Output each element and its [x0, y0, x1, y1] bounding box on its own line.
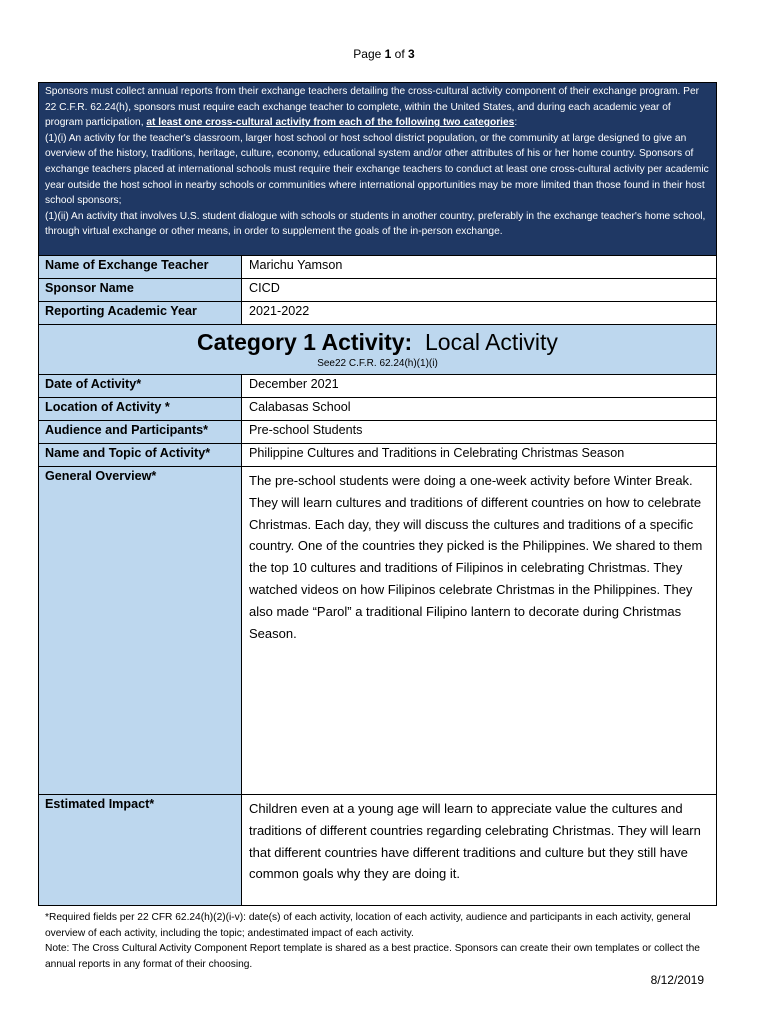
- date-value: December 2021: [249, 377, 339, 391]
- row-sponsor-name: Sponsor Name CICD: [39, 279, 716, 302]
- row-impact: Estimated Impact* Children even at a young age will learn to appreciate value the cultures and traditions of different countries regarding celebrating Christmas. They will learn that different countries have different traditions and culture but they still have common goals why they are doing it.: [39, 795, 716, 905]
- instructions-box: Sponsors must collect annual reports from their exchange teachers detailing the cross-cultural activity component of their exchange program. Per 22 C.F.R. 62.24(h), sponsors must require each exchange teacher to complete, within the United States, and during each academic year of program participation, at least one cross-cultural activity from each of the following two categories: (1)(i) An activity for the teacher's classroom, larger host school or host school district population, or the community at large designed to give an overview of the history, traditions, heritage, culture, economy, educational system and/or other attributes of his or her home country. Sponsors of exchange teachers placed at international schools must require their exchange teachers to conduct at least one cross-cultural activity per academic year outside the host school in nearby schools or communities where international opportunities may be more limited than those found in their host school sponsors; (1)(ii) An activity that involves U.S. student dialogue with schools or students in another country, preferably in the exchange teacher's home school, through virtual exchange or other means, in order to supplement the goals of the in-person exchange.: [39, 83, 716, 256]
- instruction-item-1: (1)(i) An activity for the teacher's classroom, larger host school or host school district population, or the community at large designed to give an overview of the history, traditions, heritage, culture, economy, educational system and/or other attributes of his or her home country. Sponsors of exchange teachers placed at international schools must require their exchange teachers to conduct at least one cross-cultural activity per academic year outside the host school in nearby schools or communities where international opportunities may be more limited than those found in their host school sponsors;: [45, 132, 709, 207]
- category-citation: See22 C.F.R. 62.24(h)(1)(i): [317, 358, 438, 369]
- row-location: Location of Activity * Calabasas School: [39, 398, 716, 421]
- template-note: Note: The Cross Cultural Activity Component Report template is shared as a best practice. Sponsors can create their own templates or collect the annual reports in any format of their choosing.: [45, 943, 700, 970]
- footnote: [45, 910, 725, 972]
- topic-value: Philippine Cultures and Traditions in Celebrating Christmas Season: [249, 446, 625, 460]
- instruction-item-2: (1)(ii) An activity that involves U.S. student dialogue with schools or students in another country, preferably in the exchange teacher's home school, through virtual exchange or other means, in order to supplement the goals of the in-person exchange.: [45, 210, 706, 238]
- report-form: [38, 82, 717, 906]
- category-heading: Category 1 Activity: Local Activity See22 C.F.R. 62.24(h)(1)(i): [39, 325, 716, 375]
- teacher-name-value: Marichu Yamson: [249, 258, 343, 272]
- page-number: Page 1 of 3: [353, 47, 415, 61]
- impact-value: Children even at a young age will learn to appreciate value the cultures and traditions of different countries regarding celebrating Christmas. They will learn that different countries have different traditions and culture but they still have common goals why they are doing it.: [249, 801, 701, 882]
- row-overview: General Overview* The pre-school students were doing a one-week activity before Winter Break. They will learn cultures and traditions of different countries on how to celebrate Christmas. Each day, they will discuss the cultures and traditions of a specific country. One of the countries they picked is the Philippines. We shared to them the top 10 cultures and traditions of Filipinos in celebrating Christmas. They watched videos on how Filipinos celebrate Christmas in the Philippines. They also made “Parol” a traditional Filipino lantern to decorate during Christmas Season.: [39, 467, 716, 795]
- row-date: Date of Activity* December 2021: [39, 375, 716, 398]
- academic-year-value: 2021-2022: [249, 304, 310, 318]
- overview-value: The pre-school students were doing a one-week activity before Winter Break. They will learn cultures and traditions of different countries on how to celebrate Christmas. Each day, they will discuss the cultures and traditions of a specific country. One of the countries they picked is the Philippines. We shared to them the top 10 cultures and traditions of Filipinos in celebrating Christmas. They watched videos on how Filipinos celebrate Christmas in the Philippines. They also made “Parol” a traditional Filipino lantern to decorate during Christmas Season.: [249, 473, 703, 641]
- row-teacher-name: Name of Exchange Teacher Marichu Yamson: [39, 256, 716, 279]
- required-fields-note: *Required fields per 22 CFR 62.24(h)(2)(i-v): date(s) of each activity, location of each activity, audience and participants in each activity, general overview of each activity, including the topic; andestimated impact of each activity.: [45, 912, 691, 939]
- audience-value: Pre-school Students: [249, 423, 363, 437]
- footer-date: 8/12/2019: [650, 973, 704, 987]
- sponsor-name-value: CICD: [249, 281, 280, 295]
- row-topic: Name and Topic of Activity* Philippine Cultures and Traditions in Celebrating Christmas Season: [39, 444, 716, 467]
- row-academic-year: Reporting Academic Year 2021-2022: [39, 302, 716, 325]
- location-value: Calabasas School: [249, 400, 351, 414]
- row-audience: Audience and Participants* Pre-school Students: [39, 421, 716, 444]
